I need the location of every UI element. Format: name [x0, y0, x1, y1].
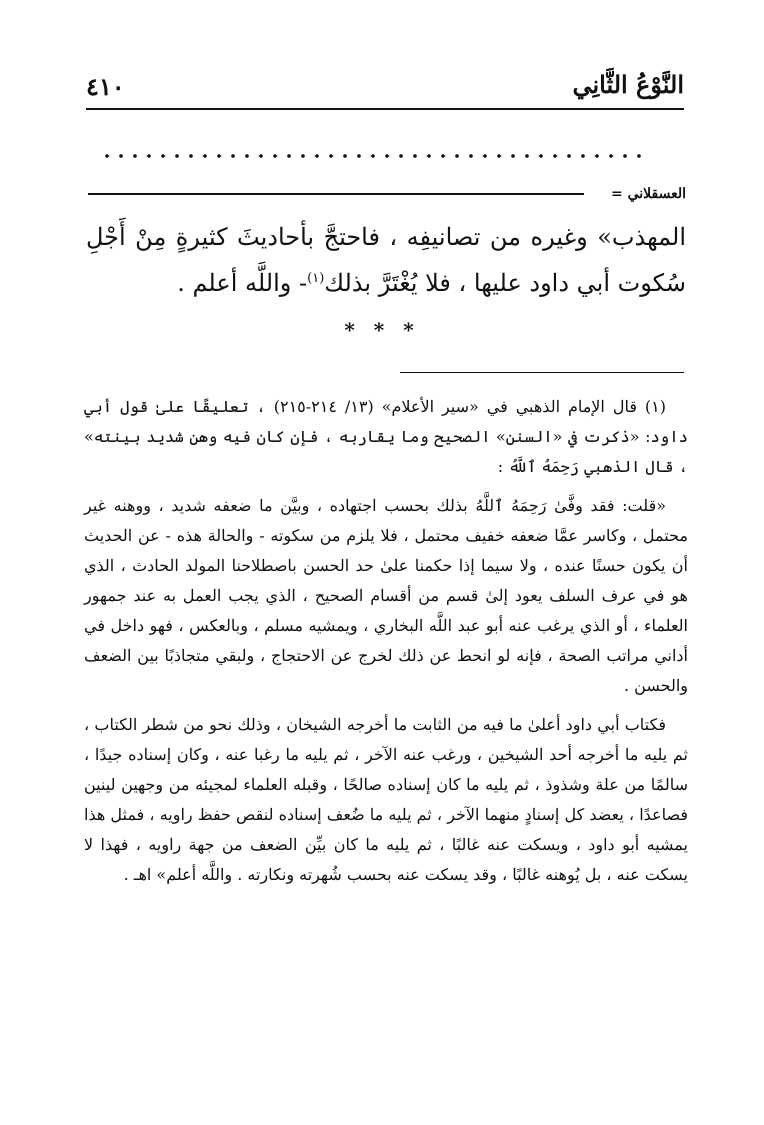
- main-text-after-note: - واللَّه أعلم .: [177, 269, 308, 297]
- dotted-separator: [100, 150, 645, 162]
- page-number: ٤١٠: [86, 72, 125, 101]
- footnote-paragraph-2: «قلت: فقد وفَّىٰ رَحِمَهُ ٱللَّهُ بذلك بحسب اجتهاده ، وبيَّن ما ضعفه شديد ، ووهنه غير محتمل ، وكاسر عمَّا ضعفه خفيف محتمل ، فلا يلزم من سكوته - والحالة هذه - عن الحديث أن يكون حسنًا عنده ، ولا سيما إذا حكمنا علىٰ حد الحسن باصطلاحنا المولد الحادث ، الذي هو في عرف السلف يعود إلىٰ قسم من أقسام الصحيح ، الذي يجب العمل به عند جمهور العلماء ، أو الذي يرغب عنه أبو عبد اللَّه البخاري ، ويمشيه مسلم ، وبالعكس ، فهو داخل في أداني مراتب الصحة ، فإنه لو انحط عن ذلك لخرج عن الاحتجاج ، ولبقي متجاذبًا بين الضعف والحسن .: [84, 496, 689, 695]
- footnote-block: [84, 392, 688, 890]
- section-separator: * * *: [344, 318, 420, 342]
- main-paragraph: [86, 214, 686, 306]
- main-text-before-note: المهذب» وغيره من تصانيفِه ، فاحتجَّ بأحاديثَ كثيرةٍ مِنْ أَجْلِ سُكوت أبي داود عليها ، فلا يُغْتَرَّ بذلك: [86, 223, 686, 297]
- continuation-row: [88, 186, 686, 208]
- continuation-rule: [88, 193, 584, 195]
- continuation-label: العسقلاني =: [610, 186, 686, 202]
- footnote-paragraph-1: (١) قال الإمام الذهبي في «سير الأعلام» (١٣/ ٢١٤-٢١٥) ، تعليقًا علىٰ قول أبي داود: «ذكرت في «السنن» الصحيح وما يقاربه ، فإن كان فيه وهن شديد بينته» ، قال الذهبي رَحِمَهُ ٱللَّهُ :: [84, 397, 688, 476]
- main-text: [86, 214, 686, 306]
- page-header: [86, 66, 684, 106]
- running-title: النَّوْعُ الثَّانِي: [572, 70, 684, 99]
- footnote-paragraph-3: فكتاب أبي داود أعلىٰ ما فيه من الثابت ما أخرجه الشيخان ، وذلك نحو من شطر الكتاب ، ثم يليه ما أخرجه أحد الشيخين ، ورغب عنه الآخر ، ثم يليه ما رغبا عنه ، وكان إسناده جيدًا ، سالمًا من علة وشذوذ ، ثم يليه ما كان إسناده صالحًا ، وقبله العلماء لمجيئه من وجهين لينين فصاعدًا ، يعضد كل إسنادٍ منهما الآخر ، ثم يليه ما ضُعف إسناده لنقص حفظ راويه ، فمثل هذا يمشيه أبو داود ، ويسكت عنه غالبًا ، ثم يليه ما كان بيِّن الضعف من جهة راويه ، فهذا لا يسكت عنه ، بل يُوهنه غالبًا ، وقد يسكت عنه بحسب شُهرته ونكارته . واللَّه أعلم» اهـ .: [84, 715, 689, 884]
- footnote-marker: (١): [307, 271, 325, 286]
- footnote-rule: [400, 372, 684, 373]
- header-rule: [86, 108, 684, 110]
